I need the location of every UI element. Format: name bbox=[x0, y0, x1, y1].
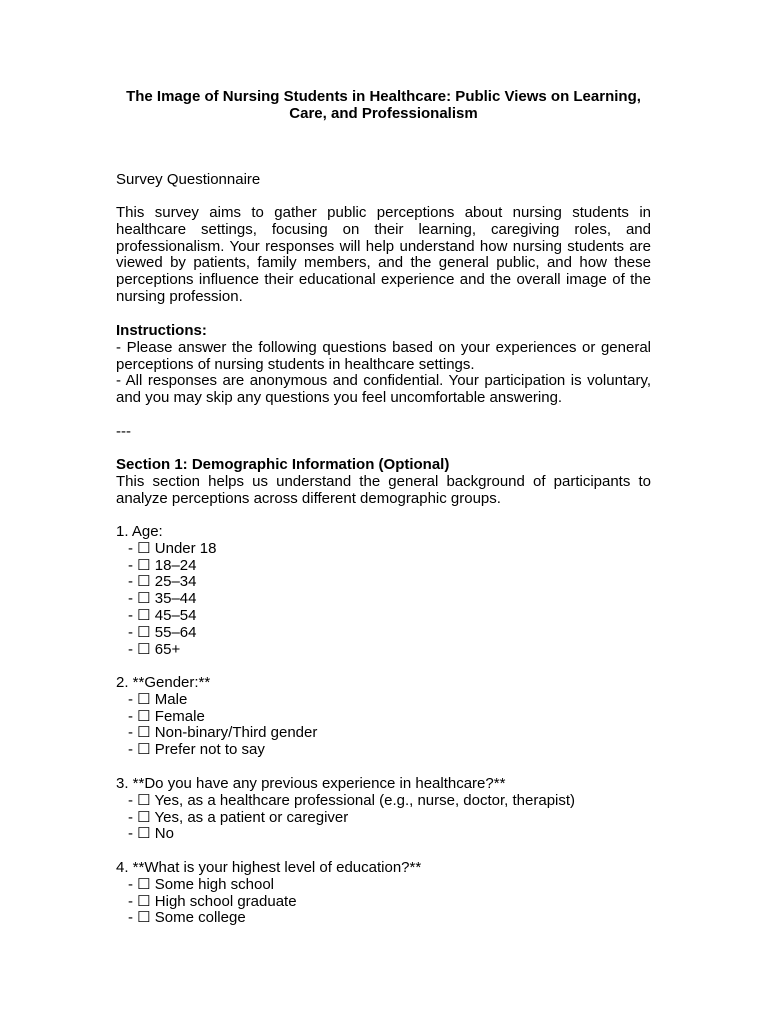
checkbox-icon: - ☐ bbox=[128, 690, 155, 708]
intro-paragraph: This survey aims to gather public perceptions about nursing students in healthcare settings, focusing on their learning, caregiving roles, and professionalism. Your responses will help understand how nursing students are viewed by patients, family members, and the general public, and how these perceptions influence their educational experience and the overall image of the nursing profession. bbox=[116, 204, 651, 305]
option-label: 35–44 bbox=[154, 590, 197, 608]
option-label: Female bbox=[154, 707, 205, 725]
checkbox-option[interactable] bbox=[116, 742, 651, 759]
checkbox-icon: - ☐ bbox=[128, 808, 155, 826]
checkbox-icon: - ☐ bbox=[128, 825, 155, 843]
checkbox-option[interactable] bbox=[116, 709, 651, 726]
question-4 bbox=[116, 860, 651, 927]
checkbox-option[interactable] bbox=[116, 558, 651, 575]
checkbox-option[interactable] bbox=[116, 591, 651, 608]
checkbox-icon: - ☐ bbox=[128, 909, 155, 927]
checkbox-icon: - ☐ bbox=[128, 556, 155, 574]
question-1 bbox=[116, 524, 651, 658]
option-label: No bbox=[154, 825, 174, 843]
question-3-options bbox=[116, 793, 651, 843]
checkbox-icon: - ☐ bbox=[128, 623, 155, 641]
question-1-options bbox=[116, 541, 651, 659]
checkbox-option[interactable] bbox=[116, 541, 651, 558]
checkbox-option[interactable] bbox=[116, 810, 651, 827]
checkbox-icon: - ☐ bbox=[128, 875, 155, 893]
question-2-label: 2. **Gender:** bbox=[116, 674, 211, 691]
option-label: Under 18 bbox=[154, 539, 217, 557]
checkbox-icon: - ☐ bbox=[128, 590, 155, 608]
question-4-options bbox=[116, 877, 651, 927]
instructions-line-2: - All responses are anonymous and confidential. Your participation is voluntary, and you may skip any questions you feel uncomfortable answering. bbox=[116, 372, 651, 407]
option-label: 55–64 bbox=[154, 623, 197, 641]
checkbox-option[interactable] bbox=[116, 894, 651, 911]
section-1 bbox=[116, 457, 651, 507]
checkbox-icon: - ☐ bbox=[128, 892, 155, 910]
checkbox-option[interactable] bbox=[116, 625, 651, 642]
checkbox-option[interactable] bbox=[116, 692, 651, 709]
option-label: Non-binary/Third gender bbox=[154, 724, 318, 742]
checkbox-icon: - ☐ bbox=[128, 724, 155, 742]
checkbox-option[interactable] bbox=[116, 574, 651, 591]
section-1-description: This section helps us understand the general background of participants to analyze perceptions across different demographic groups. bbox=[116, 472, 651, 507]
checkbox-icon: - ☐ bbox=[128, 606, 155, 624]
question-1-label: 1. Age: bbox=[116, 523, 163, 540]
question-4-label: 4. **What is your highest level of education?** bbox=[116, 859, 422, 876]
title-line-2: Care, and Professionalism bbox=[289, 105, 478, 122]
option-label: 65+ bbox=[154, 640, 181, 658]
instructions bbox=[116, 323, 651, 407]
checkbox-option[interactable] bbox=[116, 910, 651, 927]
question-3-label: 3. **Do you have any previous experience in healthcare?** bbox=[116, 775, 506, 792]
question-2 bbox=[116, 675, 651, 759]
option-label: High school graduate bbox=[154, 892, 297, 910]
title-line-1: The Image of Nursing Students in Healthcare: Public Views on Learning, bbox=[126, 88, 641, 105]
question-3 bbox=[116, 776, 651, 843]
option-label: Yes, as a healthcare professional (e.g., nurse, doctor, therapist) bbox=[154, 791, 576, 809]
survey-subtitle: Survey Questionnaire bbox=[116, 171, 261, 188]
checkbox-icon: - ☐ bbox=[128, 640, 155, 658]
checkbox-option[interactable] bbox=[116, 608, 651, 625]
option-label: 18–24 bbox=[154, 556, 197, 574]
checkbox-icon: - ☐ bbox=[128, 741, 155, 759]
checkbox-option[interactable] bbox=[116, 793, 651, 810]
section-1-heading: Section 1: Demographic Information (Optional) bbox=[116, 456, 450, 473]
instructions-heading: Instructions: bbox=[116, 322, 207, 339]
option-label: Some high school bbox=[154, 875, 275, 893]
checkbox-option[interactable] bbox=[116, 642, 651, 659]
checkbox-icon: - ☐ bbox=[128, 539, 155, 557]
option-label: Prefer not to say bbox=[154, 741, 265, 759]
checkbox-option[interactable] bbox=[116, 877, 651, 894]
checkbox-icon: - ☐ bbox=[128, 791, 155, 809]
divider: --- bbox=[116, 423, 131, 440]
page-title bbox=[106, 88, 661, 122]
option-label: 25–34 bbox=[154, 573, 197, 591]
option-label: Male bbox=[154, 690, 188, 708]
question-2-options bbox=[116, 692, 651, 759]
option-label: 45–54 bbox=[154, 606, 197, 624]
instructions-line-1: - Please answer the following questions based on your experiences or general perceptions of nursing students in healthcare settings. bbox=[116, 338, 651, 373]
option-label: Some college bbox=[154, 909, 246, 927]
checkbox-icon: - ☐ bbox=[128, 707, 155, 725]
checkbox-icon: - ☐ bbox=[128, 573, 155, 591]
checkbox-option[interactable] bbox=[116, 725, 651, 742]
option-label: Yes, as a patient or caregiver bbox=[154, 808, 349, 826]
checkbox-option[interactable] bbox=[116, 826, 651, 843]
